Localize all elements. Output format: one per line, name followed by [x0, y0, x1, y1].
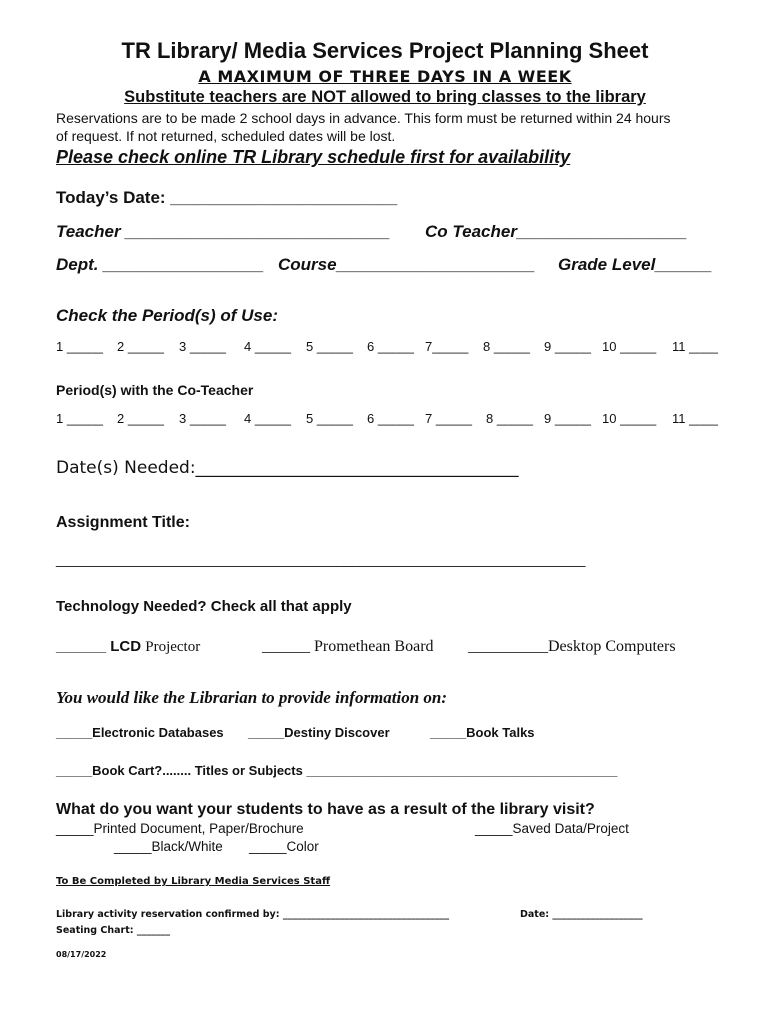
- period-9[interactable]: 9 _____: [544, 339, 591, 354]
- co-period-2[interactable]: 2 _____: [117, 411, 164, 426]
- desktop-computers-option[interactable]: __________Desktop Computers: [468, 638, 676, 655]
- dept-field[interactable]: Dept. _________________: [56, 255, 264, 274]
- period-5[interactable]: 5 _____: [306, 339, 353, 354]
- lcd-suffix: Projector: [145, 639, 201, 655]
- availability-notice: Please check online TR Library schedule first for availability: [56, 147, 571, 167]
- co-period-10[interactable]: 10 _____: [602, 411, 657, 426]
- co-periods-heading: Period(s) with the Co-Teacher: [56, 382, 254, 398]
- dates-needed-field[interactable]: Date(s) Needed:______________________________________: [56, 458, 519, 478]
- black-white-option[interactable]: _____Black/White: [114, 839, 223, 854]
- saved-data-option[interactable]: _____Saved Data/Project: [475, 821, 629, 836]
- promethean-board-option[interactable]: ______ Promethean Board: [262, 638, 434, 655]
- period-11[interactable]: 11 ____: [672, 339, 719, 354]
- co-teacher-field[interactable]: Co Teacher__________________: [425, 222, 688, 241]
- co-period-6[interactable]: 6 _____: [367, 411, 414, 426]
- co-period-5[interactable]: 5 _____: [306, 411, 353, 426]
- max-days-notice: A MAXIMUM OF THREE DAYS IN A WEEK: [198, 67, 572, 86]
- period-6[interactable]: 6 _____: [367, 339, 414, 354]
- reservations-line-1: Reservations are to be made 2 school days in advance. This form must be returned within 24 hours: [56, 110, 671, 126]
- course-field[interactable]: Course_____________________: [278, 255, 536, 274]
- period-7[interactable]: 7_____: [425, 339, 469, 354]
- reservation-confirmed-field[interactable]: Library activity reservation confirmed by: ___________________________________: [56, 909, 450, 920]
- color-option[interactable]: _____Color: [249, 839, 319, 854]
- reservations-line-2: of request. If not returned, scheduled dates will be lost.: [56, 128, 396, 144]
- todays-date-field[interactable]: Today’s Date: ________________________: [56, 188, 398, 207]
- assignment-title-line[interactable]: ____________________________________________________________________: [56, 551, 586, 567]
- co-period-11[interactable]: 11 ____: [672, 411, 719, 426]
- teacher-field[interactable]: Teacher ____________________________: [56, 222, 391, 241]
- destiny-discover-option[interactable]: _____Destiny Discover: [248, 725, 390, 740]
- period-1[interactable]: 1 _____: [56, 339, 103, 354]
- co-period-9[interactable]: 9 _____: [544, 411, 591, 426]
- staff-date-field[interactable]: Date: ___________________: [520, 909, 643, 920]
- periods-heading: Check the Period(s) of Use:: [56, 306, 278, 325]
- period-3[interactable]: 3 _____: [179, 339, 226, 354]
- form-date: 08/17/2022: [56, 950, 107, 959]
- page-title: TR Library/ Media Services Project Planning Sheet: [121, 38, 649, 63]
- co-period-7[interactable]: 7 _____: [425, 411, 472, 426]
- co-period-4[interactable]: 4 _____: [244, 411, 291, 426]
- book-talks-option[interactable]: _____Book Talks: [430, 725, 535, 740]
- assignment-title-label: Assignment Title:: [56, 514, 190, 531]
- period-8[interactable]: 8 _____: [483, 339, 530, 354]
- electronic-databases-option[interactable]: _____Electronic Databases: [56, 725, 224, 740]
- period-2[interactable]: 2 _____: [117, 339, 164, 354]
- lcd-projector-option[interactable]: [56, 638, 200, 656]
- period-4[interactable]: 4 _____: [244, 339, 291, 354]
- printed-document-option[interactable]: _____Printed Document, Paper/Brochure: [56, 821, 304, 836]
- book-cart-option[interactable]: _____Book Cart?........ Titles or Subjects ___________________________________________: [56, 763, 618, 778]
- seating-chart-field[interactable]: Seating Chart: _______: [56, 925, 171, 936]
- outcome-heading: What do you want your students to have as a result of the library visit?: [56, 801, 595, 818]
- substitute-rule: Substitute teachers are NOT allowed to bring classes to the library: [124, 88, 646, 106]
- period-10[interactable]: 10 _____: [602, 339, 657, 354]
- staff-heading: To Be Completed by Library Media Services Staff: [56, 876, 331, 887]
- co-period-8[interactable]: 8 _____: [486, 411, 533, 426]
- technology-heading: Technology Needed? Check all that apply: [56, 598, 352, 615]
- lcd-blank: ______: [56, 638, 107, 655]
- librarian-heading: You would like the Librarian to provide information on:: [56, 688, 448, 707]
- lcd-label: LCD: [110, 638, 142, 655]
- co-period-1[interactable]: 1 _____: [56, 411, 103, 426]
- grade-level-field[interactable]: Grade Level______: [558, 255, 713, 274]
- co-period-3[interactable]: 3 _____: [179, 411, 226, 426]
